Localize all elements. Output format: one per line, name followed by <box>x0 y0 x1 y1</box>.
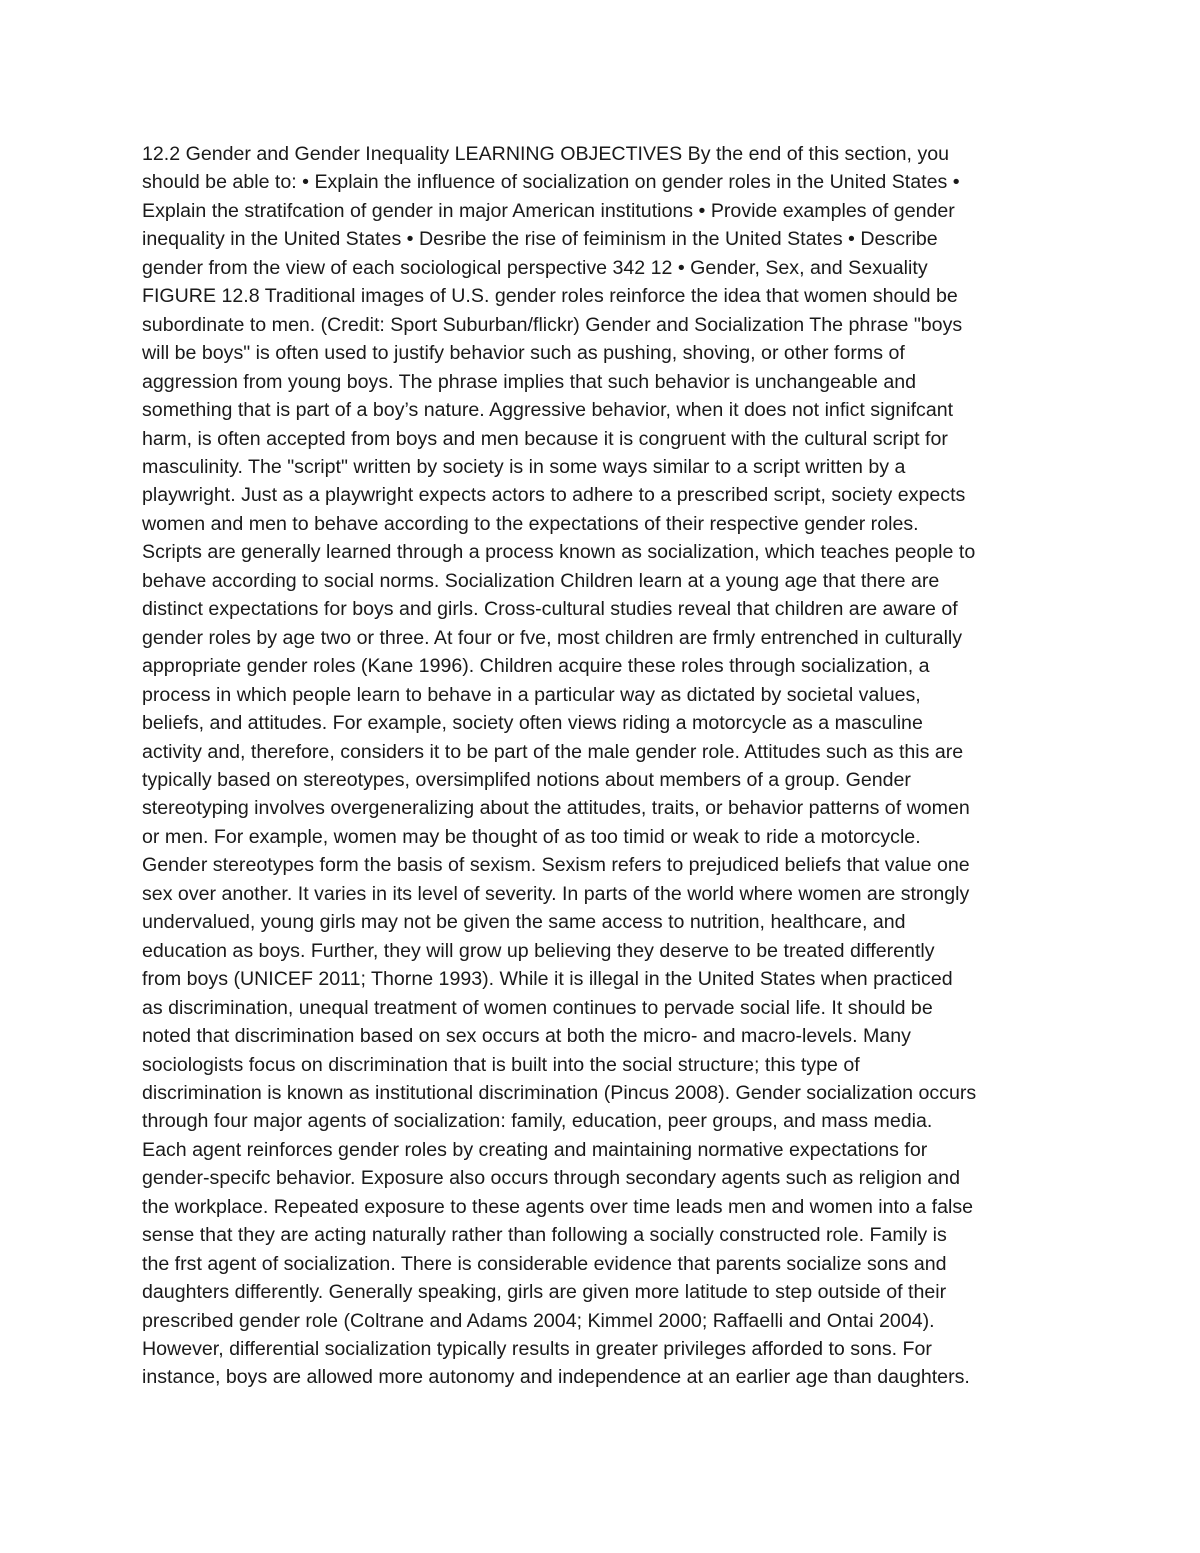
text-line: gender roles by age two or three. At four or fve, most children are frmly entrenched in culturally <box>142 626 963 649</box>
text-line: as discrimination, unequal treatment of women continues to pervade social life. It should be <box>142 996 933 1019</box>
text-line: typically based on stereotypes, oversimplifed notions about members of a group. Gender <box>142 768 911 791</box>
text-line: inequality in the United States • Desribe the rise of feiminism in the United States • Describe <box>142 228 938 251</box>
text-line: instance, boys are allowed more autonomy and independence at an earlier age than daughters. <box>142 1366 970 1389</box>
text-line: aggression from young boys. The phrase implies that such behavior is unchangeable and <box>142 370 917 393</box>
text-line: noted that discrimination based on sex occurs at both the micro- and macro-levels. Many <box>142 1025 911 1048</box>
text-line: something that is part of a boy’s nature. Aggressive behavior, when it does not infict signifcant <box>142 399 954 422</box>
text-line: women and men to behave according to the expectations of their respective gender roles. <box>142 512 919 535</box>
text-line: from boys (UNICEF 2011; Thorne 1993). While it is illegal in the United States when practiced <box>142 968 953 991</box>
text-line: sex over another. It varies in its level of severity. In parts of the world where women are strongly <box>142 882 970 905</box>
text-line: masculinity. The "script" written by society is in some ways similar to a script written by a <box>142 455 906 478</box>
text-line: FIGURE 12.8 Traditional images of U.S. gender roles reinforce the idea that women should be <box>142 285 958 308</box>
text-line: the workplace. Repeated exposure to these agents over time leads men and women into a false <box>142 1195 974 1218</box>
text-line: subordinate to men. (Credit: Sport Suburban/flickr) Gender and Socialization The phrase "boys <box>142 313 963 336</box>
text-line: sense that they are acting naturally rather than following a socially constructed role. Family is <box>142 1224 947 1247</box>
text-line: However, differential socialization typically results in greater privileges afforded to sons. For <box>142 1338 932 1361</box>
text-line: harm, is often accepted from boys and men because it is congruent with the cultural script for <box>142 427 948 450</box>
text-line: undervalued, young girls may not be given the same access to nutrition, healthcare, and <box>142 911 906 934</box>
text-line: stereotyping involves overgeneralizing about the attitudes, traits, or behavior patterns of women <box>142 797 970 820</box>
text-line: education as boys. Further, they will grow up believing they deserve to be treated differently <box>142 939 935 962</box>
text-line: behave according to social norms. Socialization Children learn at a young age that there are <box>142 569 940 592</box>
body-paragraph <box>142 140 1072 1392</box>
text-line: activity and, therefore, considers it to be part of the male gender role. Attitudes such as this are <box>142 740 964 763</box>
text-line: Gender stereotypes form the basis of sexism. Sexism refers to prejudiced beliefs that value one <box>142 854 970 877</box>
text-line: Explain the stratifcation of gender in major American institutions • Provide examples of gender <box>142 199 955 222</box>
text-line: prescribed gender role (Coltrane and Adams 2004; Kimmel 2000; Raffaelli and Ontai 2004). <box>142 1309 935 1332</box>
text-line: will be boys" is often used to justify behavior such as pushing, shoving, or other forms of <box>142 342 905 365</box>
text-line: Scripts are generally learned through a process known as socialization, which teaches people to <box>142 541 976 564</box>
text-line: discrimination is known as institutional discrimination (Pincus 2008). Gender socialization occurs <box>142 1081 977 1104</box>
text-line: 12.2 Gender and Gender Inequality LEARNING OBJECTIVES By the end of this section, you <box>142 143 950 165</box>
text-line: beliefs, and attitudes. For example, society often views riding a motorcycle as a masculine <box>142 712 923 735</box>
text-line: Each agent reinforces gender roles by creating and maintaining normative expectations for <box>142 1138 928 1161</box>
text-line: gender-specifc behavior. Exposure also occurs through secondary agents such as religion and <box>142 1167 960 1190</box>
text-line: the frst agent of socialization. There is considerable evidence that parents socialize sons and <box>142 1252 947 1275</box>
text-line: should be able to: • Explain the influence of socialization on gender roles in the United States • <box>142 171 960 194</box>
text-line: playwright. Just as a playwright expects actors to adhere to a prescribed script, society expects <box>142 484 966 507</box>
text-line: sociologists focus on discrimination that is built into the social structure; this type of <box>142 1053 860 1076</box>
text-line: or men. For example, women may be thought of as too timid or weak to ride a motorcycle. <box>142 825 921 848</box>
text-line: daughters differently. Generally speaking, girls are given more latitude to step outside of their <box>142 1281 947 1304</box>
text-line: process in which people learn to behave in a particular way as dictated by societal values, <box>142 683 921 706</box>
text-line: through four major agents of socialization: family, education, peer groups, and mass media. <box>142 1110 933 1133</box>
text-line: gender from the view of each sociological perspective 342 12 • Gender, Sex, and Sexuality <box>142 256 928 279</box>
text-line: distinct expectations for boys and girls. Cross-cultural studies reveal that children are aware of <box>142 598 958 621</box>
text-line: appropriate gender roles (Kane 1996). Children acquire these roles through socialization, a <box>142 655 930 678</box>
